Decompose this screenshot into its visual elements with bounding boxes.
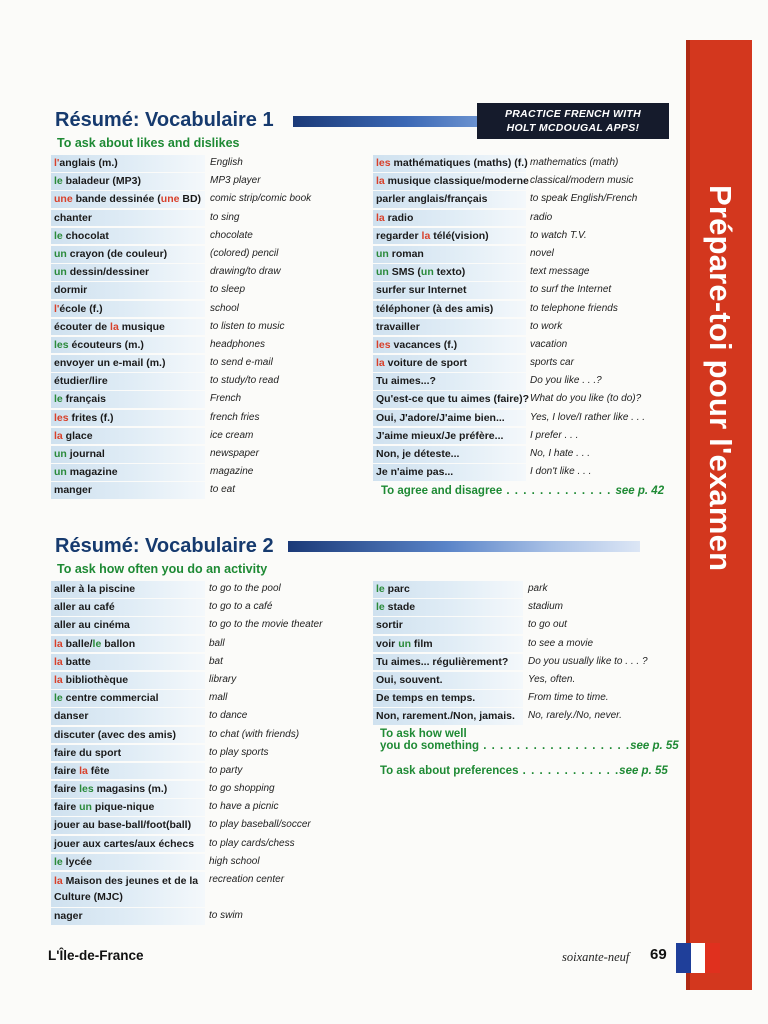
vocab-translation: to go to a café: [209, 601, 273, 613]
vocab-translation: Do you usually like to . . . ?: [528, 655, 648, 667]
vocab-term: [51, 690, 205, 707]
vocab-translation: to chat (with friends): [209, 728, 300, 740]
section2-title-bar: [288, 541, 640, 552]
term-text: radio: [384, 211, 414, 224]
term-text: Oui, J'adore/J'aime bien...: [376, 411, 505, 424]
vocab-translation: to watch T.V.: [530, 229, 587, 241]
vocab-translation: drawing/to draw: [210, 266, 281, 278]
term-text: Non, je déteste...: [376, 448, 460, 460]
vocab-term: [51, 173, 205, 190]
article: un: [54, 266, 67, 279]
article: les: [54, 338, 69, 351]
term-text: parler anglais/français: [376, 193, 488, 206]
vocab-translation: to sing: [210, 211, 240, 223]
vocab-term: [51, 745, 205, 762]
vocab-translation: to go shopping: [209, 783, 275, 795]
term-text: Tu aimes...?: [376, 375, 436, 388]
vocab-term: [373, 210, 526, 227]
section2-title: Résumé: Vocabulaire 2: [55, 535, 274, 557]
term-text: fête: [87, 764, 110, 777]
vocab-translation: What do you like (to do)?: [530, 393, 642, 405]
term-text: Non, rarement./Non, jamais.: [376, 710, 515, 723]
vocab-term: [51, 210, 205, 227]
vocab-term: [51, 636, 205, 653]
vocab-translation: to surf the Internet: [530, 284, 612, 296]
vocab-translation: No, I hate . . .: [530, 448, 591, 459]
term-text: ballon: [101, 637, 136, 650]
article: le: [92, 637, 102, 650]
vocab-term: [373, 636, 523, 653]
vocab-translation: Yes, I love/I rather like . . .: [530, 411, 646, 423]
vocab-term: [51, 854, 205, 871]
vocab-translation: From time to time.: [528, 692, 609, 704]
ref-line1: To ask how well: [380, 728, 467, 740]
ref-page: see p. 55: [619, 765, 668, 777]
vocab-translation: to dance: [209, 710, 248, 722]
article: une: [160, 193, 180, 206]
term-text: chanter: [54, 211, 92, 224]
term-text: film: [411, 637, 433, 650]
vocab-translation: to party: [209, 764, 243, 776]
vocab-translation: to play baseball/soccer: [209, 819, 311, 831]
section2-subtitle: To ask how often you do an activity: [57, 562, 268, 576]
flag-red-stripe: [705, 943, 720, 973]
article: le: [54, 855, 63, 868]
vocab-term: [373, 599, 523, 616]
term-text: crayon (de couleur): [66, 247, 168, 260]
vocab-term: [51, 581, 205, 598]
section1-title: Résumé: Vocabulaire 1: [55, 109, 274, 131]
vocab-translation: to go out: [528, 619, 567, 631]
ref-page: see p. 55: [630, 740, 679, 752]
vocab-translation: I prefer . . .: [530, 429, 579, 441]
term-text: musique classique/moderne: [384, 175, 529, 188]
vocab-term: [373, 654, 523, 671]
term-text: Qu'est-ce que tu aimes (faire)?: [376, 393, 530, 406]
vocab-term: [373, 617, 523, 634]
article: un: [79, 801, 92, 814]
ask-how-well-ref: [380, 728, 679, 752]
term-text: télé(vision): [430, 229, 489, 242]
ref-dots: . . . . . . . . . . . . . . . . . .: [479, 740, 631, 752]
article: un: [376, 247, 389, 260]
vocab-term: [373, 355, 526, 372]
article: la: [54, 429, 63, 442]
article: le: [54, 393, 63, 406]
vocab-term: [51, 654, 205, 671]
term-text: magazine: [66, 466, 118, 479]
page-number: 69: [650, 946, 667, 963]
vocab-term: [51, 763, 205, 780]
term-text: regarder: [376, 229, 422, 242]
vocab-translation: to sleep: [210, 284, 246, 296]
vocab-translation: to play sports: [209, 746, 269, 758]
term-text: étudier/lire: [54, 375, 108, 388]
vocab-term: [373, 708, 523, 725]
vocab-translation: to send e-mail: [210, 357, 273, 369]
article: le: [54, 229, 63, 242]
banner-line1: PRACTICE FRENCH WITH: [504, 108, 642, 120]
term-text: faire: [54, 801, 80, 814]
term-text: écouteurs (m.): [68, 338, 144, 351]
vocab-term: [373, 155, 526, 172]
term-text: chocolat: [62, 229, 109, 242]
vocab-translation: vacation: [530, 338, 568, 350]
ref-dots: . . . . . . . . . . . .: [518, 765, 620, 777]
term-text: parc: [384, 583, 410, 595]
term-text: anglais (m.): [59, 157, 118, 169]
article: le: [376, 601, 385, 614]
vocab-translation: high school: [209, 855, 260, 867]
practice-apps-banner[interactable]: [477, 103, 669, 139]
article: les: [376, 338, 391, 351]
vocab-term: [373, 319, 526, 336]
page-number-words: soixante-neuf: [562, 950, 630, 964]
article: les: [54, 411, 69, 424]
banner-line2: HOLT MCDOUGAL APPS!: [506, 122, 640, 134]
vocab-translation: (colored) pencil: [210, 247, 279, 259]
term-text: dormir: [54, 284, 88, 297]
article: le: [376, 583, 385, 595]
term-text: aller à la piscine: [54, 583, 136, 595]
vocab-translation: bat: [209, 655, 223, 667]
side-band-edge: [686, 40, 690, 990]
term-text: musique: [118, 320, 165, 333]
vocab-term: [373, 410, 526, 427]
french-flag-icon: [676, 943, 720, 973]
article: la: [110, 320, 119, 333]
article: l': [54, 302, 60, 315]
vocab-translation: to eat: [210, 484, 236, 496]
term-text: SMS (: [388, 266, 421, 279]
term-text: vacances (f.): [390, 338, 458, 351]
vocab-term: [51, 727, 205, 744]
article: la: [54, 875, 63, 887]
vocab-translation: mathematics (math): [530, 157, 619, 168]
vocab-term: [51, 337, 205, 354]
vocab-translation: to swim: [209, 910, 243, 922]
vocab-term: [51, 191, 205, 208]
vocab-term: [51, 799, 205, 816]
vocab-translation: comic strip/comic book: [210, 193, 312, 205]
article: une: [54, 193, 73, 206]
term-text: sortir: [376, 619, 403, 632]
term-text: Je n'aime pas...: [376, 466, 454, 479]
vocab-translation: headphones: [210, 338, 266, 350]
vocab-term: [51, 781, 205, 798]
term-text: mathématiques (maths) (f.): [390, 157, 528, 169]
term-text: Oui, souvent.: [376, 673, 443, 686]
article: la: [54, 673, 63, 686]
vocab-translation: English: [210, 157, 243, 168]
vocab-term: [51, 264, 205, 281]
vocab-translation: to play cards/chess: [209, 837, 295, 849]
term-text: travailler: [376, 320, 420, 333]
term-text: aller au café: [54, 601, 115, 614]
vocab-translation: French: [210, 393, 242, 405]
side-title-text: Prépare-toi pour l'examen: [703, 185, 738, 572]
vocab-term: [373, 446, 526, 463]
article: l': [54, 157, 60, 169]
article: les: [376, 157, 391, 169]
vocab-translation: to go to the pool: [209, 583, 281, 594]
article: la: [54, 637, 63, 650]
vocab-term: [51, 446, 205, 463]
article: la: [421, 229, 431, 242]
vocab-translation: MP3 player: [210, 175, 261, 187]
term-text: danser: [54, 710, 89, 723]
vocab-translation: to go to the movie theater: [209, 619, 323, 631]
vocab-term: [373, 173, 529, 190]
ask-preferences-ref: [380, 765, 668, 777]
article: la: [376, 211, 385, 224]
vocab-term: [51, 672, 205, 689]
article: un: [420, 266, 434, 279]
term-text: bande dessinée (: [72, 193, 161, 206]
ref-label: To agree and disagree: [381, 485, 503, 497]
vocab-term: [51, 428, 205, 445]
vocab-term: [51, 246, 205, 263]
term-text: glace: [62, 429, 93, 442]
vocab-translation: Do you like . . .?: [530, 375, 602, 387]
section1-title-bar: [293, 116, 481, 127]
term-text: lycée: [62, 855, 92, 868]
vocab-translation: school: [210, 302, 239, 314]
vocab-translation: newspaper: [210, 448, 259, 459]
vocab-translation: park: [528, 583, 548, 594]
vocab-translation: stadium: [528, 601, 564, 613]
article: un: [376, 266, 389, 279]
article: la: [376, 357, 385, 370]
vocab-term: [373, 672, 523, 689]
vocab-term: [373, 464, 526, 481]
term-text: jouer au base-ball/foot(ball): [54, 819, 192, 832]
term-text: manger: [54, 484, 92, 497]
vocab-term: [51, 410, 205, 427]
article: le: [54, 175, 63, 188]
vocab-term: [373, 428, 526, 445]
vocab-translation: chocolate: [210, 229, 253, 241]
flag-blue-stripe: [676, 943, 691, 973]
vocab-translation: to see a movie: [528, 637, 594, 649]
vocab-term: [373, 581, 523, 598]
vocab-translation: I don't like . . .: [530, 466, 592, 478]
term-text: texto): [433, 266, 466, 279]
ref-page: see p. 42: [615, 485, 665, 497]
term-text: Tu aimes... régulièrement?: [376, 655, 509, 668]
term-text: voir: [376, 637, 399, 650]
vocab-translation: magazine: [210, 466, 254, 478]
vocab-term: [51, 617, 205, 634]
vocab-term: [373, 301, 526, 318]
vocab-translation: sports car: [530, 357, 574, 369]
vocab-translation: to study/to read: [210, 375, 279, 387]
vocab-term: [51, 708, 205, 725]
term-text: bibliothèque: [62, 673, 129, 686]
vocab-term: [373, 337, 526, 354]
vocab-term: [51, 464, 205, 481]
article: un: [54, 466, 67, 479]
agree-disagree-ref: [381, 485, 664, 497]
term-text: discuter (avec des amis): [54, 728, 176, 741]
vocab-translation: ice cream: [210, 429, 254, 441]
vocab-term: [373, 282, 526, 299]
vocab-translation: to work: [530, 320, 563, 332]
term-text: baladeur (MP3): [62, 175, 141, 188]
term-text: écouter de: [54, 320, 111, 333]
vocab-term: [51, 836, 205, 853]
term-text: stade: [384, 601, 416, 614]
term-text: téléphoner (à des amis): [376, 302, 494, 315]
vocab-term: [373, 228, 526, 245]
article: la: [54, 655, 63, 668]
term-text: dessin/dessiner: [66, 266, 150, 279]
vocab-term: [373, 391, 530, 408]
term-text: De temps en temps.: [376, 692, 476, 705]
vocab-translation: to have a picnic: [209, 801, 279, 813]
vocab-translation: Yes, often.: [528, 673, 576, 685]
vocab-term: [51, 872, 205, 907]
vocab-term: [51, 391, 205, 408]
vocab-term: [51, 908, 205, 925]
article: un: [398, 637, 412, 650]
term-text: faire: [54, 764, 80, 777]
term-text: aller au cinéma: [54, 619, 130, 632]
term-text: français: [62, 393, 106, 406]
section1-subtitle: To ask about likes and dislikes: [57, 136, 240, 150]
vocab-term: [51, 373, 205, 390]
vocab-term: [51, 282, 205, 299]
vocab-term: [51, 155, 205, 172]
term-text: J'aime mieux/Je préfère...: [376, 429, 504, 442]
term-text: faire du sport: [54, 746, 122, 759]
term-text: centre commercial: [62, 692, 159, 705]
vocab-translation: radio: [530, 211, 553, 223]
vocab-term: [373, 191, 526, 208]
term-text: Maison des jeunes et de la Culture (MJC): [54, 875, 199, 903]
article: un: [54, 247, 67, 260]
vocab-term: [373, 690, 523, 707]
vocab-term: [51, 228, 205, 245]
term-text: faire: [54, 783, 80, 796]
article: le: [54, 692, 63, 705]
vocab-term: [51, 355, 205, 372]
term-text: jouer aux cartes/aux échecs: [54, 837, 195, 850]
vocab-translation: text message: [530, 266, 590, 278]
ref-line2: you do something: [380, 740, 480, 752]
vocab-term: [51, 301, 205, 318]
chapter-name: L'Île-de-France: [48, 948, 144, 963]
article: les: [79, 783, 94, 796]
vocab-translation: classical/modern music: [530, 175, 634, 187]
term-text: journal: [66, 448, 105, 460]
vocab-term: [51, 817, 205, 834]
article: la: [79, 764, 88, 777]
vocab-translation: mall: [209, 692, 228, 704]
vocab-term: [373, 264, 526, 281]
vocab-term: [373, 246, 526, 263]
term-text: surfer sur Internet: [376, 284, 467, 297]
vocab-term: [51, 319, 205, 336]
vocab-translation: novel: [530, 247, 554, 259]
ref-label: To ask about preferences: [380, 765, 519, 777]
term-text: magasins (m.): [93, 783, 168, 796]
term-text: balle/: [62, 637, 93, 650]
article: un: [54, 448, 67, 460]
vocab-translation: ball: [209, 637, 225, 649]
vocab-translation: recreation center: [209, 874, 285, 885]
vocab-translation: french fries: [210, 411, 260, 423]
vocab-term: [373, 373, 526, 390]
vocab-translation: to speak English/French: [530, 193, 638, 205]
vocab-translation: to telephone friends: [530, 302, 618, 314]
term-text: frites (f.): [68, 411, 114, 424]
article: la: [376, 175, 385, 188]
vocab-translation: No, rarely./No, never.: [528, 710, 622, 722]
ref-dots: . . . . . . . . . . . . .: [502, 485, 616, 497]
term-text: nager: [54, 910, 83, 923]
term-text: pique-nique: [91, 801, 155, 814]
vocab-term: [51, 482, 205, 499]
term-text: batte: [62, 655, 91, 668]
vocab-term: [51, 599, 205, 616]
flag-white-stripe: [691, 943, 706, 973]
term-text: école (f.): [59, 302, 103, 315]
vocab-translation: to listen to music: [210, 320, 285, 332]
term-text: roman: [388, 247, 424, 260]
term-text: voiture de sport: [384, 357, 468, 370]
term-text: BD): [179, 193, 202, 206]
term-text: envoyer un e-mail (m.): [54, 357, 166, 370]
vocab-translation: library: [209, 673, 237, 685]
